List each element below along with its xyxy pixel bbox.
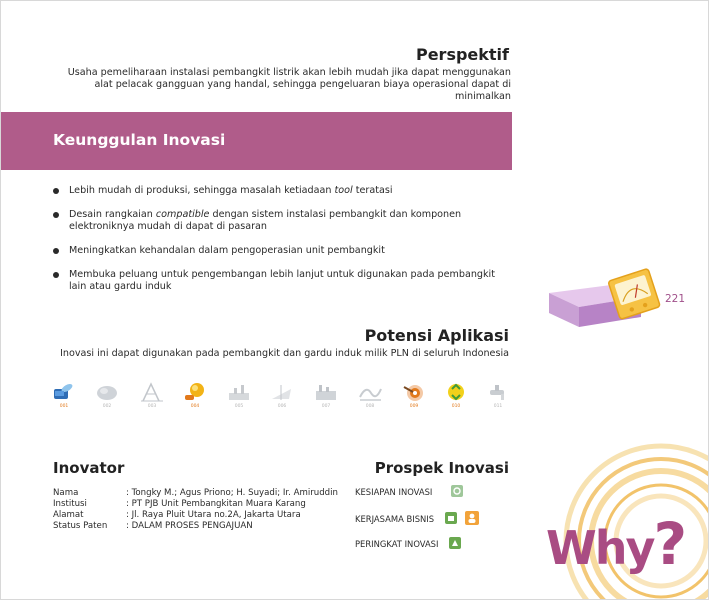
handshake-badge-icon [445, 512, 457, 526]
why-logo: Why? [546, 510, 686, 578]
inovator-title: Inovator [53, 459, 125, 477]
prospek-item: KESIAPAN INOVASI [355, 485, 463, 499]
table-row: Status Paten : DALAM PROSES PENGAJUAN [53, 521, 253, 531]
list-item: Desain rangkaian compatible dengan sistem instalasi pembangkit dan komponen elektroniknya mudah di dapat di pasaran [53, 209, 513, 233]
factory-icon: 007 [313, 381, 339, 415]
perspektif-text: Usaha pemeliharaan instalasi pembangkit listrik akan lebih mudah jika dapat menggunakan alat pelacak gangguan yang handal, sehingga pengeluaran biaya operasional dapat di minimalkan [67, 67, 511, 102]
keunggulan-banner [1, 112, 512, 170]
rank-badge-icon [449, 537, 461, 551]
globe-icon: 002 [94, 381, 120, 415]
bullet-icon [53, 188, 59, 194]
target-icon: 009 [401, 381, 427, 415]
prospek-title: Prospek Inovasi [374, 459, 509, 477]
recycle-icon: 010 [443, 381, 469, 415]
perspektif-title: Perspektif [415, 45, 509, 64]
wind-icon: 006 [269, 381, 295, 415]
bullet-icon [53, 212, 59, 218]
gear-badge-icon [451, 485, 463, 499]
table-row: Nama : Tongky M.; Agus Priono; H. Suyadi; Ir. Amiruddin [53, 488, 338, 498]
device-illustration [541, 263, 669, 337]
list-item: Lebih mudah di produksi, sehingga masalah ketiadaan tool teratasi [53, 185, 513, 197]
prospek-item: PERINGKAT INOVASI [355, 537, 461, 551]
page-number: 221 [665, 293, 686, 305]
prospek-item: KERJASAMA BISNIS [355, 511, 479, 527]
satellite-icon: 001 [51, 381, 77, 415]
list-item: Meningkatkan kehandalan dalam pengoperasian unit pembangkit [53, 245, 513, 257]
keunggulan-title: Keunggulan Inovasi [53, 131, 226, 149]
tower-icon: 003 [139, 381, 165, 415]
plant-icon: 005 [226, 381, 252, 415]
bulb-icon: 004 [182, 381, 208, 415]
wave-icon: 008 [357, 381, 383, 415]
table-row: Alamat : Jl. Raya Pluit Utara no.2A, Jakarta Utara [53, 510, 301, 520]
person-badge-icon [465, 511, 479, 527]
table-row: Institusi : PT PJB Unit Pembangkitan Muara Karang [53, 499, 306, 509]
potensi-title: Potensi Aplikasi [364, 326, 509, 345]
bullet-icon [53, 272, 59, 278]
bullet-icon [53, 248, 59, 254]
potensi-text: Inovasi ini dapat digunakan pada pembangkit dan gardu induk milik PLN di seluruh Indonesia [60, 348, 509, 359]
tap-icon: 011 [485, 381, 511, 415]
application-icons [51, 381, 511, 415]
inovator-table [53, 488, 338, 532]
list-item: Membuka peluang untuk pengembangan lebih lanjut untuk digunakan pada pembangkit lain atau gardu induk [53, 269, 513, 293]
keunggulan-list [53, 185, 513, 305]
